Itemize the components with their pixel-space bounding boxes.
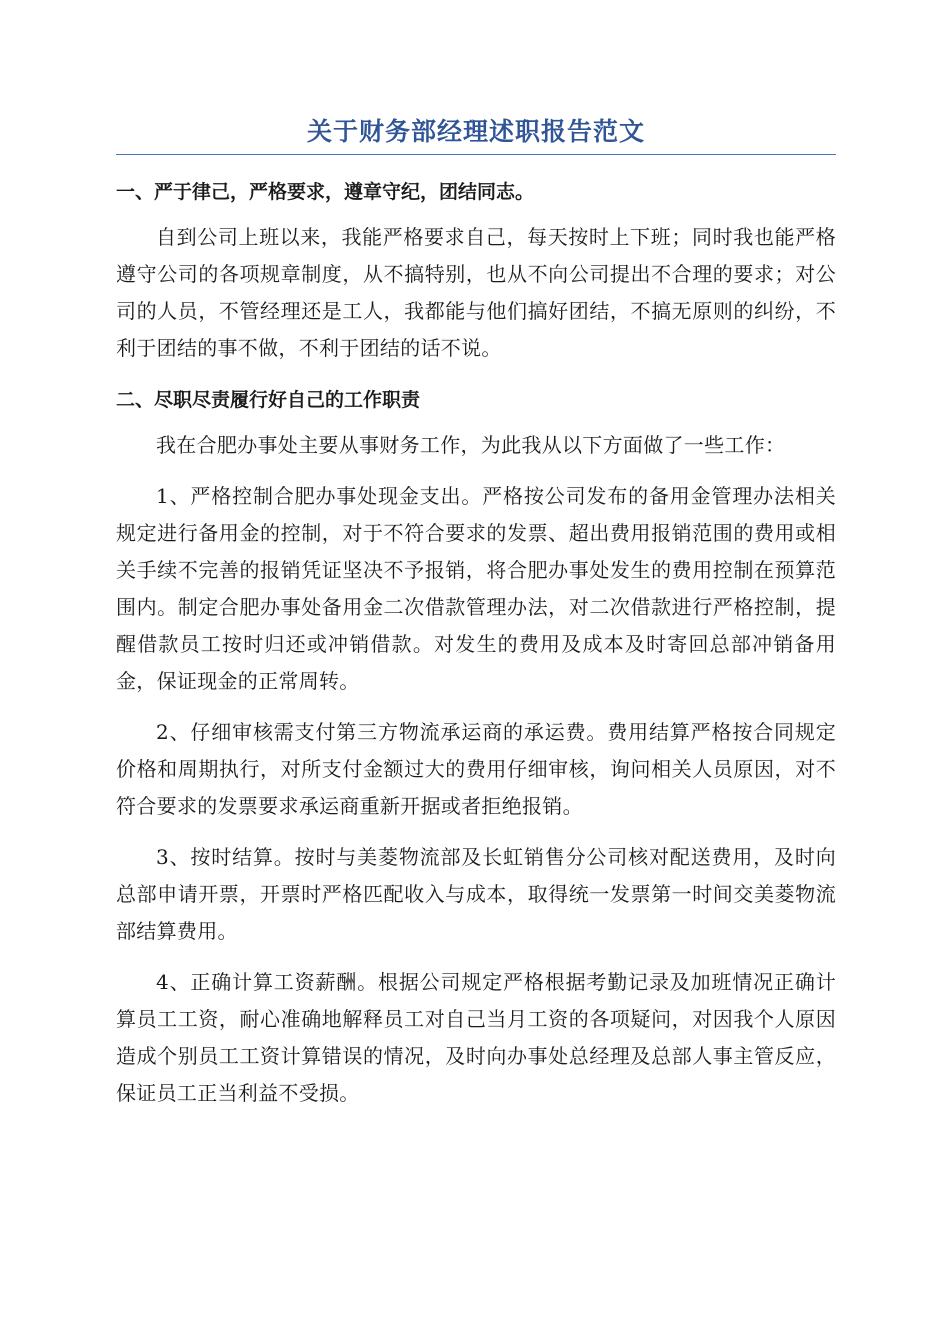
- document-page: [116, 112, 836, 1112]
- section-1-paragraph: 自到公司上班以来，我能严格要求自己，每天按时上下班；同时我也能严格遵守公司的各项规章制度，从不搞特别，也从不向公司提出不合理的要求；对公司的人员，不管经理还是工人，我都能与他们搞好团结，不搞无原则的纠纷，不利于团结的事不做，不利于团结的话不说。: [116, 225, 836, 360]
- list-item-3: 3、按时结算。按时与美菱物流部及长虹销售分公司核对配送费用，及时向总部申请开票，开票时严格匹配收入与成本，取得统一发票第一时间交美菱物流部结算费用。: [116, 845, 836, 943]
- document-title: 关于财务部经理述职报告范文: [116, 112, 836, 155]
- section-heading-1: 一、严于律己，严格要求，遵章守纪，团结同志。: [116, 181, 535, 203]
- list-item-2: 2、仔细审核需支付第三方物流承运商的承运费。费用结算严格按合同规定价格和周期执行，对所支付金额过大的费用仔细审核，询问相关人员原因，对不符合要求的发票要求承运商重新开据或者拒绝报销。: [116, 720, 836, 818]
- section-2-intro: 我在合肥办事处主要从事财务工作，为此我从以下方面做了一些工作：: [156, 433, 786, 457]
- list-item-1: 1、严格控制合肥办事处现金支出。严格按公司发布的备用金管理办法相关规定进行备用金的控制，对于不符合要求的发票、超出费用报销范围的费用或相关手续不完善的报销凭证坚决不予报销，将合肥办事处发生的费用控制在预算范围内。制定合肥办事处备用金二次借款管理办法，对二次借款进行严格控制，提醒借款员工按时归还或冲销借款。对发生的费用及成本及时寄回总部冲销备用金，保证现金的正常周转。: [116, 484, 836, 693]
- list-item-4: 4、正确计算工资薪酬。根据公司规定严格根据考勤记录及加班情况正确计算员工工资，耐心准确地解释员工对自己当月工资的各项疑问，对因我个人原因造成个别员工工资计算错误的情况，及时向办事处总经理及总部人事主管反应，保证员工正当利益不受损。: [116, 970, 836, 1105]
- section-heading-2: 二、尽职尽责履行好自己的工作职责: [116, 389, 421, 411]
